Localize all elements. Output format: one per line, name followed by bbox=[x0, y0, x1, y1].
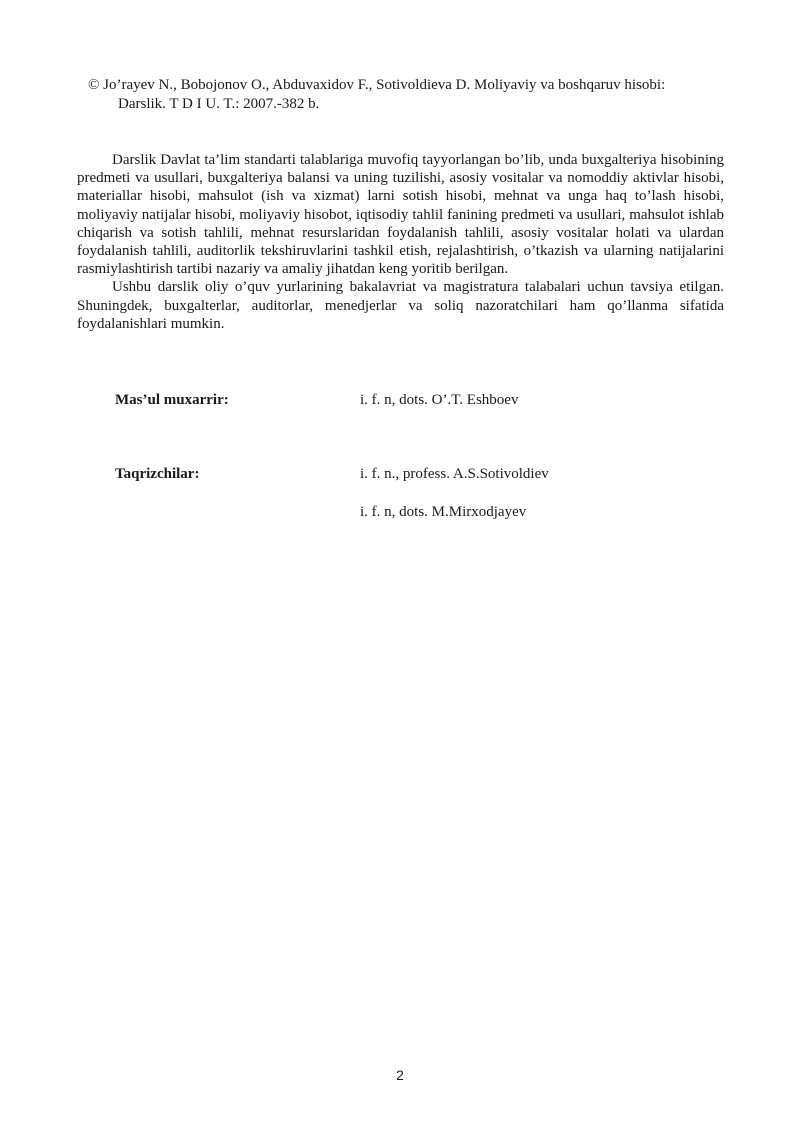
citation-line-2: Darslik. T D I U. T.: 2007.-382 b. bbox=[118, 96, 320, 112]
reviewer-2: i. f. n, dots. M.Mirxodjayev bbox=[360, 504, 527, 520]
reviewer-1: i. f. n., profess. A.S.Sotivoldiev bbox=[360, 466, 549, 482]
book-abstract bbox=[77, 151, 724, 333]
editor-name: i. f. n, dots. O’.T. Eshboev bbox=[360, 392, 519, 408]
bibliographic-citation bbox=[88, 76, 748, 114]
page-number: 2 bbox=[396, 1067, 404, 1083]
abstract-paragraph-1: Darslik Davlat ta’lim standarti talablariga muvofiq tayyorlangan bo’lib, unda buxgalteriya hisobining predmeti va usullari, buxgalteriya balansi va uning tuzilishi, asosiy vositalar va nomoddiy aktivlar hisobi, materiallar hisobi, mahsulot (ish va xizmat) larni sotish hisobi, mehnat va unga haq to’lash hisobi, moliyaviy natijalar hisobi, moliyaviy hisobot, iqtisodiy tahlil fanining predmeti va usullari, mahsulot ishlab chiqarish va sotish tahlili, mehnat resurslaridan foydalanish tahlili, asosiy vositalar holati va ulardan foydalanish tahlili, auditorlik tekshiruvlarini tashkil etish, rejalashtirish, o’tkazish va ularning natijalarini rasmiylashtirish tartibi nazariy va amaliy jihatdan keng yoritib berilgan. bbox=[77, 152, 724, 278]
abstract-paragraph-2: Ushbu darslik oliy o’quv yurlarining bakalavriat va magistratura talabalari uchun tavsiya etilgan. Shuningdek, buxgalterlar, auditorlar, menedjerlar va soliq nazoratchilari ham qo’llanma sifatida foydalanishlari mumkin. bbox=[77, 279, 724, 332]
editor-label: Mas’ul muxarrir: bbox=[115, 392, 229, 408]
citation-line-1: © Jo’rayev N., Bobojonov O., Abduvaxidov F., Sotivoldieva D. Moliyaviy va boshqaruv hisobi: bbox=[88, 77, 666, 93]
reviewers-label: Taqrizchilar: bbox=[115, 466, 200, 482]
